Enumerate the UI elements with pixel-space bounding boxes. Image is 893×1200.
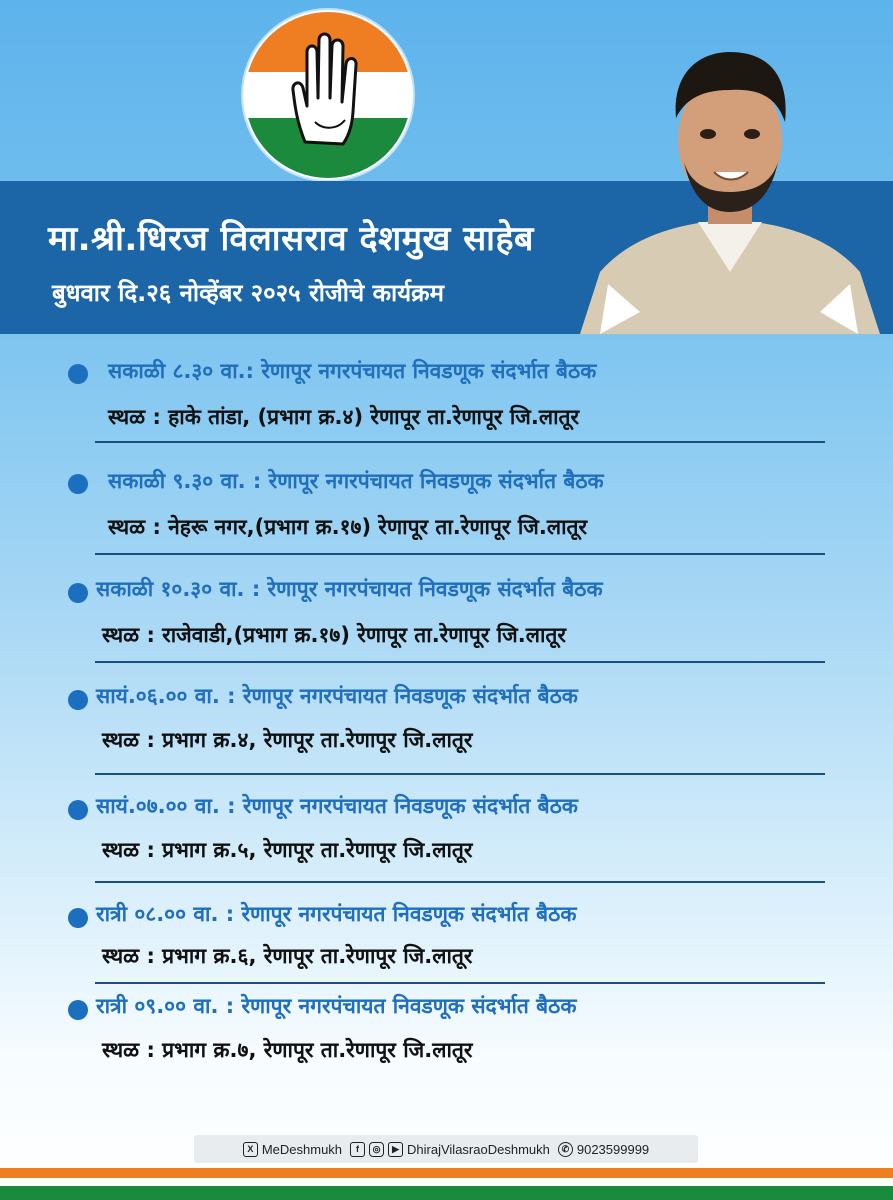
schedule-time: सकाळी १०.३० वा. : रेणापूर नगरपंचायत निवडणूक संदर्भात बैठक: [96, 577, 603, 601]
x-icon[interactable]: X: [243, 1142, 258, 1157]
bullet-icon: [68, 583, 88, 603]
bullet-icon: [68, 1000, 88, 1020]
divider: [95, 553, 825, 555]
page-subtitle: बुधवार दि.२६ नोव्हेंबर २०२५ रोजीचे कार्यक्रम: [52, 279, 444, 307]
schedule-time: रात्री ०९.०० वा. : रेणापूर नगरपंचायत निवडणूक संदर्भात बैठक: [96, 994, 577, 1018]
schedule-place: स्थळ : राजेवाडी,(प्रभाग क्र.१७) रेणापूर ता.रेणापूर जि.लातूर: [102, 623, 566, 647]
white-stripe: [0, 1178, 893, 1186]
schedule-time: सकाळी ९.३० वा. : रेणापूर नगरपंचायत निवडणूक संदर्भात बैठक: [108, 469, 604, 493]
bullet-icon: [68, 364, 88, 384]
bullet-icon: [68, 908, 88, 928]
divider: [95, 661, 825, 663]
schedule-place: स्थळ : नेहरू नगर,(प्रभाग क्र.१७) रेणापूर ता.रेणापूर जि.लातूर: [108, 515, 588, 539]
hand-icon: [245, 12, 411, 178]
x-handle[interactable]: MeDeshmukh: [261, 1141, 343, 1157]
schedule-place: स्थळ : प्रभाग क्र.४, रेणापूर ता.रेणापूर जि.लातूर: [102, 728, 473, 752]
bullet-icon: [68, 800, 88, 820]
schedule-time: रात्री ०८.०० वा. : रेणापूर नगरपंचायत निवडणूक संदर्भात बैठक: [96, 902, 577, 926]
schedule-place: स्थळ : हाके तांडा, (प्रभाग क्र.४) रेणापूर ता.रेणापूर जि.लातूर: [108, 405, 580, 429]
bullet-icon: [68, 690, 88, 710]
congress-hand-logo-icon: [243, 10, 413, 180]
green-stripe: [0, 1186, 893, 1200]
bullet-icon: [68, 474, 88, 494]
social-footer: [194, 1135, 698, 1163]
youtube-icon[interactable]: ▶: [388, 1142, 403, 1157]
schedule-place: स्थळ : प्रभाग क्र.५, रेणापूर ता.रेणापूर जि.लातूर: [102, 838, 473, 862]
divider: [95, 881, 825, 883]
divider: [95, 982, 825, 984]
instagram-icon[interactable]: ◎: [369, 1142, 384, 1157]
saffron-stripe: [0, 1168, 893, 1178]
leader-portrait: [580, 22, 880, 334]
schedule-place: स्थळ : प्रभाग क्र.७, रेणापूर ता.रेणापूर जि.लातूर: [102, 1038, 473, 1062]
whatsapp-icon[interactable]: ✆: [558, 1142, 573, 1157]
schedule-time: सायं.०७.०० वा. : रेणापूर नगरपंचायत निवडणूक संदर्भात बैठक: [96, 794, 578, 818]
schedule-time: सकाळी ८.३० वा.: रेणापूर नगरपंचायत निवडणूक संदर्भात बैठक: [108, 359, 597, 383]
schedule-place: स्थळ : प्रभाग क्र.६, रेणापूर ता.रेणापूर जि.लातूर: [102, 944, 473, 968]
page-title: मा.श्री.धिरज विलासराव देशमुख साहेब: [48, 219, 534, 259]
facebook-icon[interactable]: f: [350, 1142, 365, 1157]
phone-number[interactable]: 9023599999: [576, 1141, 650, 1157]
divider: [95, 441, 825, 443]
divider: [95, 773, 825, 775]
social-handle[interactable]: DhirajVilasraoDeshmukh: [407, 1141, 550, 1157]
schedule-time: सायं.०६.०० वा. : रेणापूर नगरपंचायत निवडणूक संदर्भात बैठक: [96, 684, 578, 708]
